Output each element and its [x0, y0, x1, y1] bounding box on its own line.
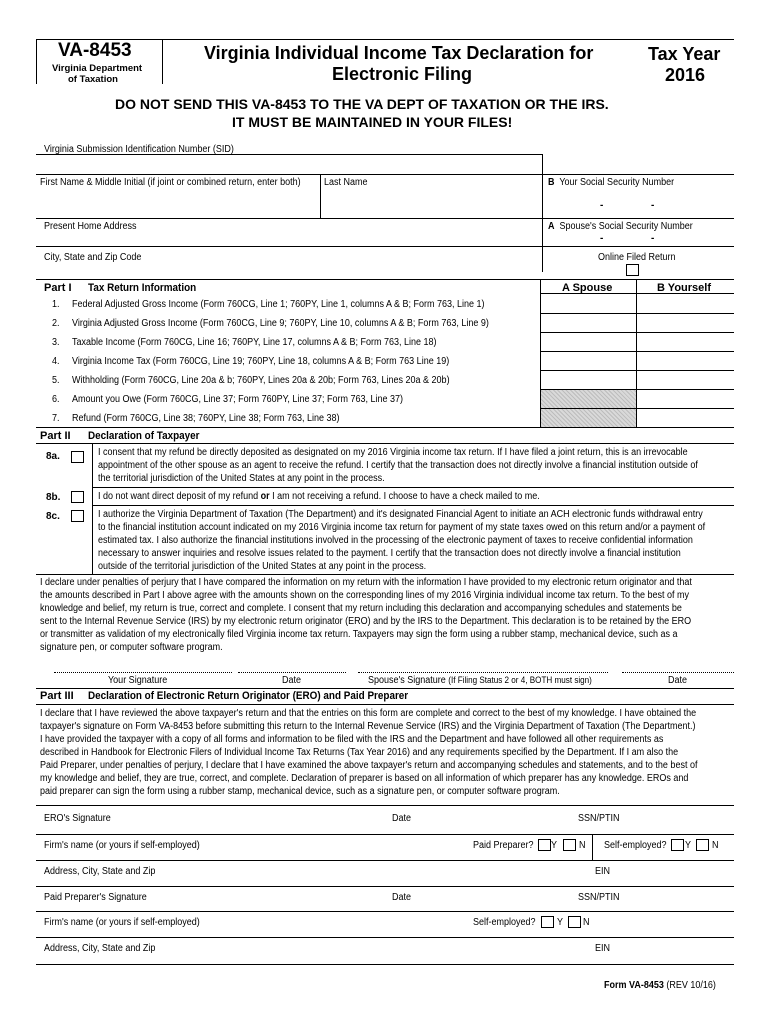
form-number: VA-8453 — [58, 40, 132, 61]
paid-preparer-y-checkbox[interactable] — [538, 839, 551, 851]
ero-ssn-ptin-input[interactable] — [548, 823, 732, 834]
line1-text: Federal Adjusted Gross Income (Form 760CG, Line 1; 760PY, Line 1, columns A & B; Form 763, Line 1) — [72, 299, 485, 310]
date1-label: Date — [282, 675, 302, 686]
taxpayer-decl-line6: signature pen, or computer software program. — [40, 642, 223, 653]
footer-revision: (REV 10/16) — [666, 980, 716, 991]
line1-yourself-input[interactable] — [637, 294, 733, 312]
col-b-yourself: B Yourself — [657, 282, 711, 294]
preparer-ssn-ptin-input[interactable] — [548, 902, 732, 911]
line5-spouse-input[interactable] — [541, 371, 635, 388]
line4-num: 4. — [52, 356, 60, 367]
line5-yourself-input[interactable] — [637, 371, 733, 388]
your-signature-input[interactable] — [54, 658, 232, 671]
col-a-spouse: A Spouse — [562, 282, 613, 294]
opt-8a-line2: appointment of the other spouse as an agent to receive the refund. I certify that the transaction does not directly involve a financial institution outside of — [98, 460, 698, 471]
first-name-label: First Name & Middle Initial (if joint or combined return, enter both) — [40, 177, 301, 188]
line5-text: Withholding (Form 760CG, Line 20a & b; 760PY, Lines 20a & 20b; Form 763, Lines 20a & 20b) — [72, 375, 450, 386]
spouse-signature-label — [368, 675, 592, 686]
warning-line1: DO NOT SEND THIS VA-8453 TO THE VA DEPT OF TAXATION OR THE IRS. — [115, 96, 609, 112]
city-input[interactable] — [38, 263, 540, 277]
line2-text: Virginia Adjusted Gross Income (Form 760CG, Line 9; 760PY, Line 10, columns A & B; Form 763, Line 9) — [72, 318, 489, 329]
firm-name-a-label: Firm's name (or yours if self-employed) — [44, 840, 200, 851]
taxpayer-decl-line1: I declare under penalties of perjury that I have compared the information on my return with the information I have provided to my electronic return originator and that — [40, 577, 692, 588]
opt-8c-line2: to the financial institution account indicated on my 2016 Virginia income tax return for payment of my state taxes owed on this return and/or a payment of — [98, 522, 706, 533]
line7-text: Refund (Form 760CG, Line 38; 760PY, Line 38; Form 763, Line 38) — [72, 413, 340, 424]
ssn-dash-1: - — [600, 200, 604, 211]
opt-8c-label: 8c. — [46, 511, 60, 522]
self-employed-a-y-label: Y — [685, 840, 692, 851]
line6-text: Amount you Owe (Form 760CG, Line 37; Form 760PY, Line 37; Form 763, Line 37) — [72, 394, 404, 405]
dept-line2: of Taxation — [68, 74, 118, 85]
opt-8b-checkbox[interactable] — [71, 491, 84, 503]
form-footer — [604, 980, 716, 991]
line6-yourself-input[interactable] — [637, 390, 733, 407]
last-name-input[interactable] — [322, 190, 540, 216]
line2-spouse-input[interactable] — [541, 314, 635, 331]
self-employed-a-n-label: N — [712, 840, 719, 851]
part3-label: Part III — [40, 690, 74, 702]
ero-date-input[interactable] — [392, 823, 542, 834]
line1-num: 1. — [52, 299, 60, 310]
line1-spouse-input[interactable] — [541, 294, 635, 312]
your-signature-date-input[interactable] — [238, 658, 346, 671]
firm-name-b-input[interactable] — [40, 927, 460, 937]
opt-8c-line4: necessary to answer inquiries and resolve issues related to the payment. I certify that the transaction does not directly involve a financial institution — [98, 548, 681, 559]
line3-text: Taxable Income (Form 760CG, Line 16; 760PY, Line 17, columns A & B; Form 763, Line 18) — [72, 337, 437, 348]
ero-decl-line4: described in Handbook for Electronic Filers of Individual Income Tax Returns (Tax Year 2016) and any requirements specified by the Department. If I am also the — [40, 747, 679, 758]
spouse-ssn-input[interactable] — [548, 232, 732, 246]
firm-name-a-input[interactable] — [40, 850, 460, 860]
your-signature-label: Your Signature — [108, 675, 168, 686]
ero-signature-input[interactable] — [40, 823, 380, 834]
part3-title: Declaration of Electronic Return Originator (ERO) and Paid Preparer — [88, 690, 409, 702]
form-title-line1: Virginia Individual Income Tax Declaration for — [204, 43, 594, 63]
self-employed-a-y-checkbox[interactable] — [671, 839, 684, 851]
opt-8b-or: or — [260, 491, 270, 502]
opt-8a-line3: the territorial jurisdiction of the United States at any point in the process. — [98, 473, 385, 484]
firm-name-b-label: Firm's name (or yours if self-employed) — [44, 917, 200, 928]
form-title-line2: Electronic Filing — [332, 64, 473, 84]
line3-num: 3. — [52, 337, 60, 348]
self-employed-b-y-checkbox[interactable] — [541, 916, 554, 928]
line2-yourself-input[interactable] — [637, 314, 733, 331]
opt-8b-text — [98, 490, 540, 503]
preparer-date-input[interactable] — [392, 902, 542, 911]
opt-8a-checkbox[interactable] — [71, 451, 84, 463]
date2-label: Date — [668, 675, 688, 686]
taxpayer-declaration — [40, 576, 733, 654]
line6-num: 6. — [52, 394, 60, 405]
self-employed-a-question: Self-employed? — [604, 840, 667, 851]
part2-title: Declaration of Taxpayer — [88, 430, 200, 442]
taxpayer-decl-line2: the amounts described in Part I above agree with the amounts shown on the corresponding lines of my 2016 Virginia individual income tax return. To the best of my — [40, 590, 690, 601]
opt-8c-checkbox[interactable] — [71, 510, 84, 522]
self-employed-b-n-checkbox[interactable] — [568, 916, 581, 928]
footer-form-label: Form VA-8453 — [604, 980, 664, 991]
line5-num: 5. — [52, 375, 60, 386]
taxpayer-decl-line4: sent to the Internal Revenue Service (IRS) by my electronic return originator (ERO) and by the IRS to the Department. This declaration is to be retained by the ERO — [40, 616, 692, 627]
ero-signature-label: ERO's Signature — [44, 813, 111, 824]
spouse-ssn-label — [548, 221, 693, 232]
sid-label: Virginia Submission Identification Number (SID) — [44, 144, 234, 155]
line4-yourself-input[interactable] — [637, 352, 733, 369]
online-filed-label: Online Filed Return — [598, 252, 676, 263]
preparer-date-label: Date — [392, 892, 412, 903]
taxpayer-decl-line5: or transmitter as validation of my electronically filed Virginia income tax return. Taxpayers may sign the form using a rubber stamp, mechanical device, such as a — [40, 629, 678, 640]
line4-spouse-input[interactable] — [541, 352, 635, 369]
spouse-ssn-label-text: Spouse's Social Security Number — [559, 221, 693, 232]
tax-year: 2016 — [665, 65, 706, 85]
spouse-signature-date-input[interactable] — [622, 658, 734, 671]
ero-decl-line7: paid preparer can sign the form using a rubber stamp, mechanical device, such as a signature pen, or computer software program. — [40, 786, 560, 797]
ero-ssn-ptin-label: SSN/PTIN — [578, 813, 620, 824]
preparer-ssn-ptin-label: SSN/PTIN — [578, 892, 620, 903]
opt-8b-post: I am not receiving a refund. I choose to have a check mailed to me. — [269, 491, 540, 502]
online-filed-checkbox[interactable] — [626, 264, 639, 276]
address-b-input[interactable] — [40, 953, 540, 963]
opt-8b-pre: I do not want direct deposit of my refund — [98, 491, 261, 502]
spouse-signature-input[interactable] — [358, 658, 608, 671]
ero-decl-line1: I declare that I have reviewed the above taxpayer's return and that the entries on this form are complete and correct to the best of my knowledge. I have obtained the — [40, 708, 697, 719]
tax-year-label: Tax Year — [648, 44, 721, 64]
opt-8a-label: 8a. — [46, 451, 60, 462]
ssn-dash-2: - — [651, 200, 655, 211]
ssn-input[interactable] — [548, 192, 732, 214]
line7-num: 7. — [52, 413, 60, 424]
ssn-letter: B — [548, 177, 555, 188]
ero-decl-line2: taxpayer's signature on Form VA-8453 before submitting this return to the Internal Revenue Service (IRS) and the Virginia Department of Taxation (The Department.) — [40, 721, 696, 732]
address-a-input[interactable] — [40, 876, 540, 886]
ero-decl-line3: I have provided the taxpayer with a copy of all forms and information to be filed with the IRS and the Department and have followed all other requirements as — [40, 734, 664, 745]
line4-text: Virginia Income Tax (Form 760CG, Line 19; 760PY, Line 18, columns A & B; Form 763 Line 19) — [72, 356, 450, 367]
spouse-ssn-letter: A — [548, 221, 555, 232]
ein-a-input[interactable] — [548, 876, 732, 886]
line3-yourself-input[interactable] — [637, 333, 733, 350]
sid-input[interactable] — [38, 154, 542, 173]
ein-b-label: EIN — [595, 943, 611, 954]
opt-8a-text — [98, 446, 728, 485]
paid-preparer-n-label: N — [579, 840, 586, 851]
ero-decl-line6: my knowledge and belief, they are true, correct, and complete. Declaration of preparer is based on all information of which preparer has any knowledge. EROs and — [40, 773, 689, 784]
paid-preparer-y-label: Y — [551, 840, 558, 851]
line7-spouse-shaded — [541, 409, 636, 427]
part1-title: Tax Return Information — [88, 282, 197, 294]
part2-label: Part II — [40, 430, 71, 442]
preparer-signature-input[interactable] — [40, 902, 380, 911]
ein-a-label: EIN — [595, 866, 611, 877]
opt-8b-label: 8b. — [46, 492, 61, 503]
ero-declaration — [40, 707, 733, 798]
address-a-label: Address, City, State and Zip — [44, 866, 156, 877]
ssn-label-text: Your Social Security Number — [559, 177, 675, 188]
line2-num: 2. — [52, 318, 60, 329]
city-label: City, State and Zip Code — [44, 252, 142, 263]
preparer-signature-label: Paid Preparer's Signature — [44, 892, 147, 903]
self-employed-b-question: Self-employed? — [473, 917, 536, 928]
spouse-signature-text: Spouse's Signature — [368, 675, 446, 686]
part1-label: Part I — [44, 282, 72, 294]
last-name-label: Last Name — [324, 177, 368, 188]
opt-8c-line5: outside of the territorial jurisdiction of the United States at any point in the process. — [98, 561, 427, 572]
spouse-ssn-dash-1: - — [600, 233, 604, 244]
self-employed-a-n-checkbox[interactable] — [696, 839, 709, 851]
warning-line2: IT MUST BE MAINTAINED IN YOUR FILES! — [232, 114, 513, 130]
opt-8c-text — [98, 508, 728, 573]
self-employed-b-y-label: Y — [557, 917, 564, 928]
address-b-label: Address, City, State and Zip — [44, 943, 156, 954]
opt-8c-line1: I authorize the Virginia Department of Taxation (The Department) and it's designated Financial Agent to initiate an ACH electronic funds withdrawal entry — [98, 509, 703, 520]
spouse-note: (If Filing Status 2 or 4, BOTH must sign) — [448, 675, 592, 685]
ein-b-input[interactable] — [548, 953, 732, 963]
ssn-label — [548, 177, 674, 188]
line6-spouse-shaded — [541, 390, 636, 408]
taxpayer-decl-line3: knowledge and belief, my return is true, correct and complete. I consent that my return including this declaration and accompanying schedules and statements be — [40, 603, 682, 614]
dept-line1: Virginia Department — [52, 63, 143, 74]
spouse-ssn-dash-2: - — [651, 233, 655, 244]
paid-preparer-question: Paid Preparer? — [473, 840, 534, 851]
opt-8a-line1: I consent that my refund be directly deposited as designated on my 2016 Virginia income tax return. If I have filed a joint return, this is an irrevocable — [98, 447, 688, 458]
paid-preparer-n-checkbox[interactable] — [563, 839, 576, 851]
ero-date-label: Date — [392, 813, 412, 824]
address-input[interactable] — [38, 233, 540, 245]
line7-yourself-input[interactable] — [637, 409, 733, 426]
line3-spouse-input[interactable] — [541, 333, 635, 350]
self-employed-b-n-label: N — [583, 917, 590, 928]
opt-8c-line3: estimated tax. I also authorize the financial institutions involved in the processing of the electronic payment of taxes to receive confidential information — [98, 535, 693, 546]
first-name-input[interactable] — [38, 190, 318, 216]
ero-decl-line5: Paid Preparer, under penalties of perjury, I declare that I have examined the above taxpayer's return and accompanying schedules and statements, and to the best of — [40, 760, 698, 771]
address-label: Present Home Address — [44, 221, 137, 232]
